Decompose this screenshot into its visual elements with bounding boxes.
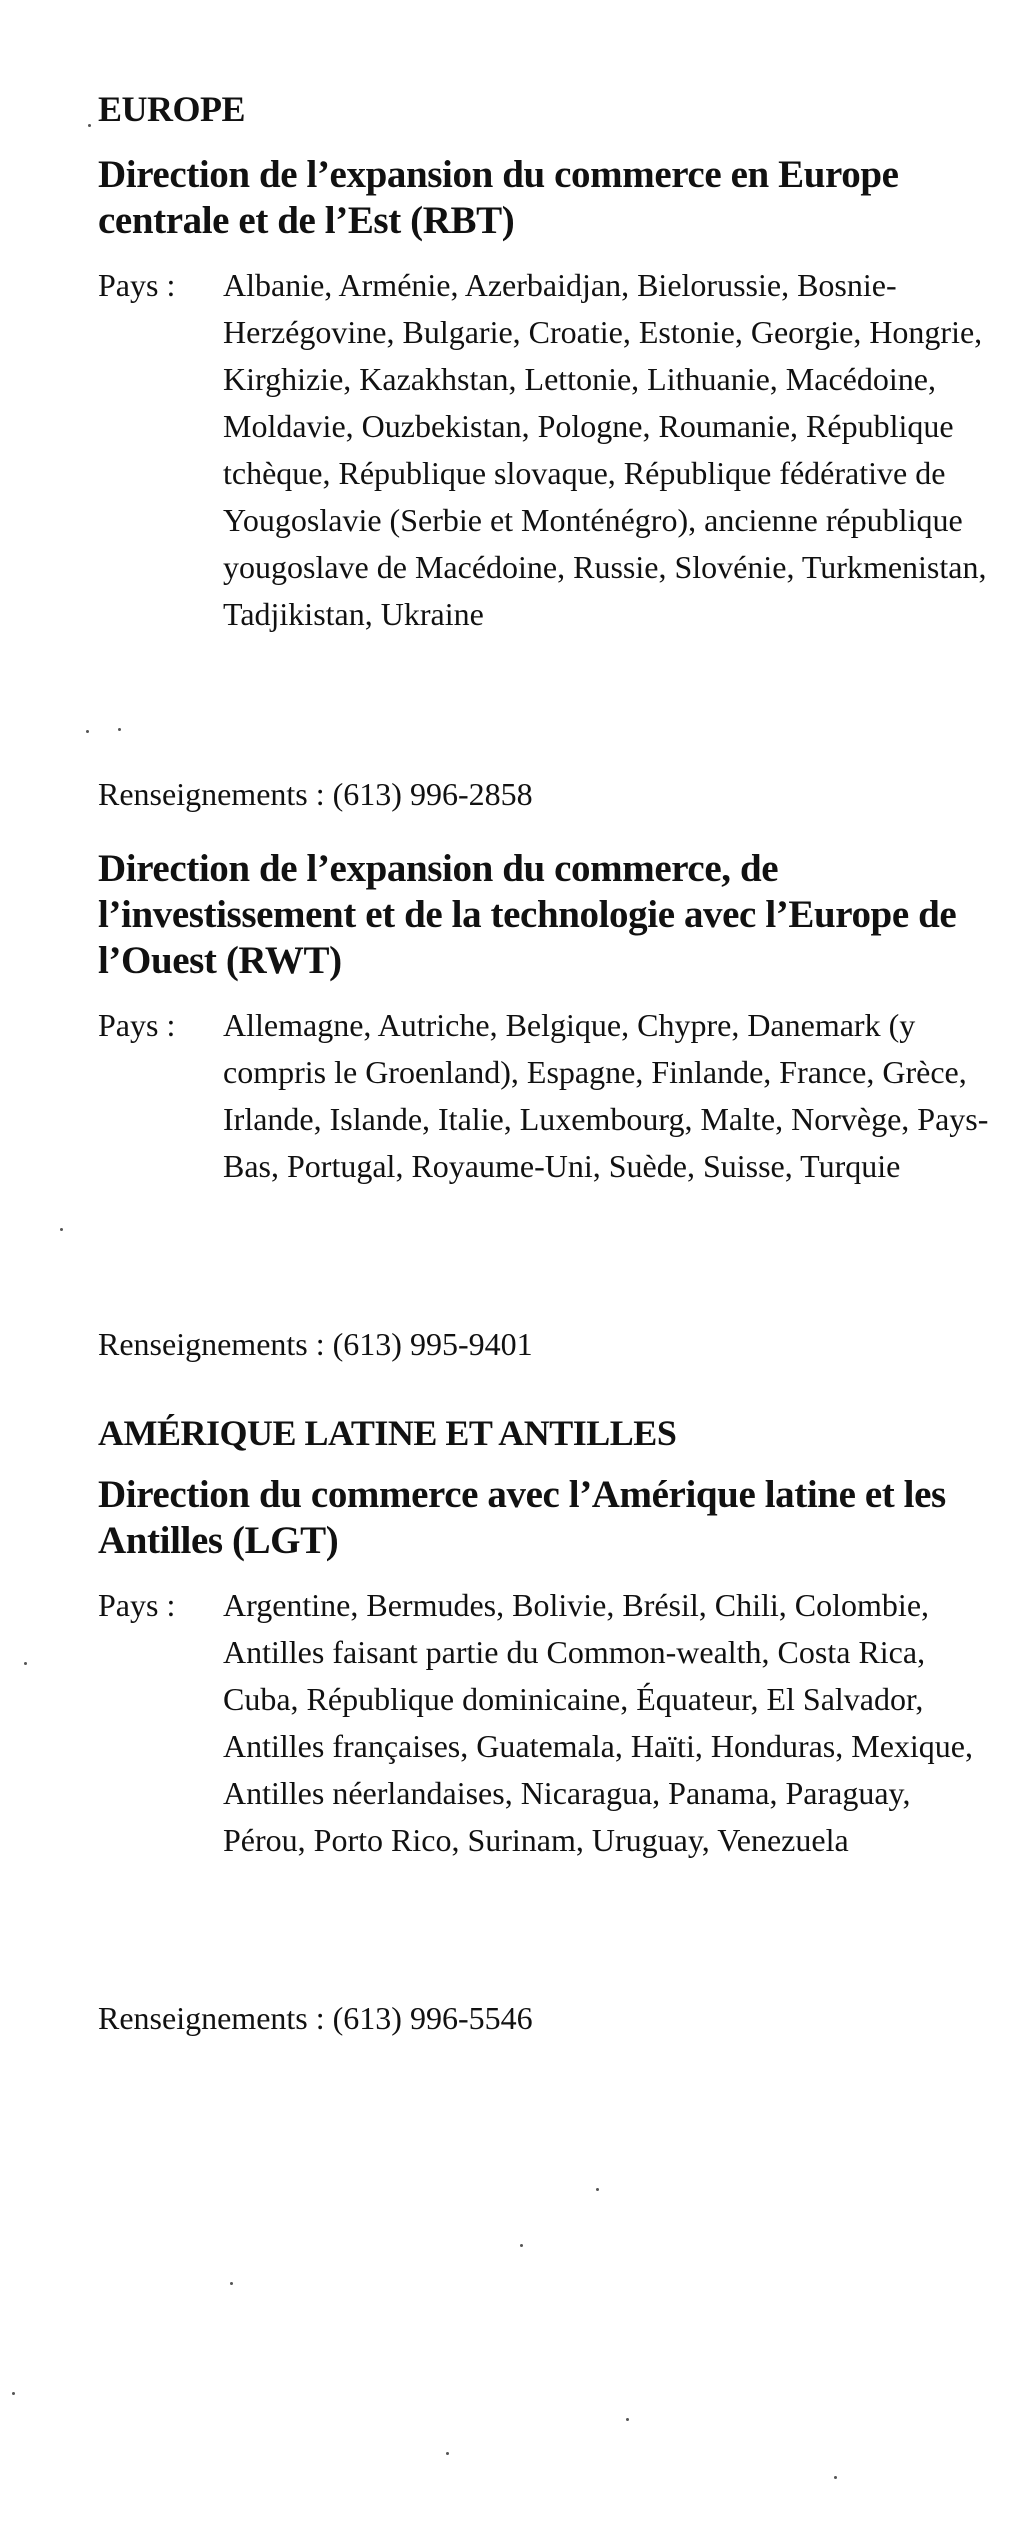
scan-speck <box>446 2452 449 2455</box>
countries-text: Albanie, Arménie, Azerbaidjan, Bielorussie, Bosnie-Herzégovine, Bulgarie, Croatie, Estonie, Georgie, Hongrie, Kirghizie, Kazakhstan, Lettonie, Lithuanie, Macédoine, Moldavie, Ouzbekistan, Pologne, Roumanie, République tchèque, République slovaque, République fédérative de Yougoslavie (Serbie et Monténégro), ancienne république yougoslave de Macédoine, Russie, Slovénie, Turkmenistan, Tadjikistan, Ukraine <box>223 267 987 632</box>
country-list-rbt <box>98 262 998 742</box>
directorate-heading-lgt: Direction du commerce avec l’Amérique latine et les Antilles (LGT) <box>98 1473 946 1562</box>
region-heading-latin-america: AMÉRIQUE LATINE ET ANTILLES <box>98 1413 677 1453</box>
scan-speck <box>24 1662 27 1665</box>
directorate-heading-rwt: Direction de l’expansion du commerce, de l’investissement et de la technologie avec l’Europe de l’Ouest (RWT) <box>98 847 957 982</box>
info-phone-lgt: Renseignements : (613) 996-5546 <box>98 2000 533 2036</box>
countries-text: Argentine, Bermudes, Bolivie, Brésil, Chili, Colombie, Antilles faisant partie du Common-wealth, Costa Rica, Cuba, République dominicaine, Équateur, El Salvador, Antilles françaises, Guatemala, Haïti, Honduras, Mexique, Antilles néerlandaises, Nicaragua, Panama, Paraguay, Pérou, Porto Rico, Surinam, Uruguay, Venezuela <box>223 1587 973 1858</box>
scan-speck <box>118 728 121 731</box>
countries-label: Pays : <box>98 267 176 303</box>
scan-speck <box>834 2476 837 2479</box>
info-phone-rbt: Renseignements : (613) 996-2858 <box>98 776 533 812</box>
country-list-rwt <box>98 1002 998 1302</box>
countries-label: Pays : <box>98 1007 176 1043</box>
scan-speck <box>88 124 91 127</box>
info-phone-rwt: Renseignements : (613) 995-9401 <box>98 1326 533 1362</box>
scan-speck <box>626 2418 629 2421</box>
scan-speck <box>230 2282 233 2285</box>
countries-label: Pays : <box>98 1587 176 1623</box>
directorate-heading-rbt: Direction de l’expansion du commerce en Europe centrale et de l’Est (RBT) <box>98 153 899 242</box>
scan-speck <box>12 2392 15 2395</box>
region-heading-europe: EUROPE <box>98 89 246 129</box>
scan-speck <box>520 2244 523 2247</box>
scan-speck <box>86 730 89 733</box>
countries-text: Allemagne, Autriche, Belgique, Chypre, Danemark (y compris le Groenland), Espagne, Finlande, France, Grèce, Irlande, Islande, Italie, Luxembourg, Malte, Norvège, Pays-Bas, Portugal, Royaume-Uni, Suède, Suisse, Turquie <box>223 1007 989 1184</box>
scan-speck <box>596 2188 599 2191</box>
country-list-lgt <box>98 1582 998 2002</box>
scan-speck <box>60 1228 63 1231</box>
